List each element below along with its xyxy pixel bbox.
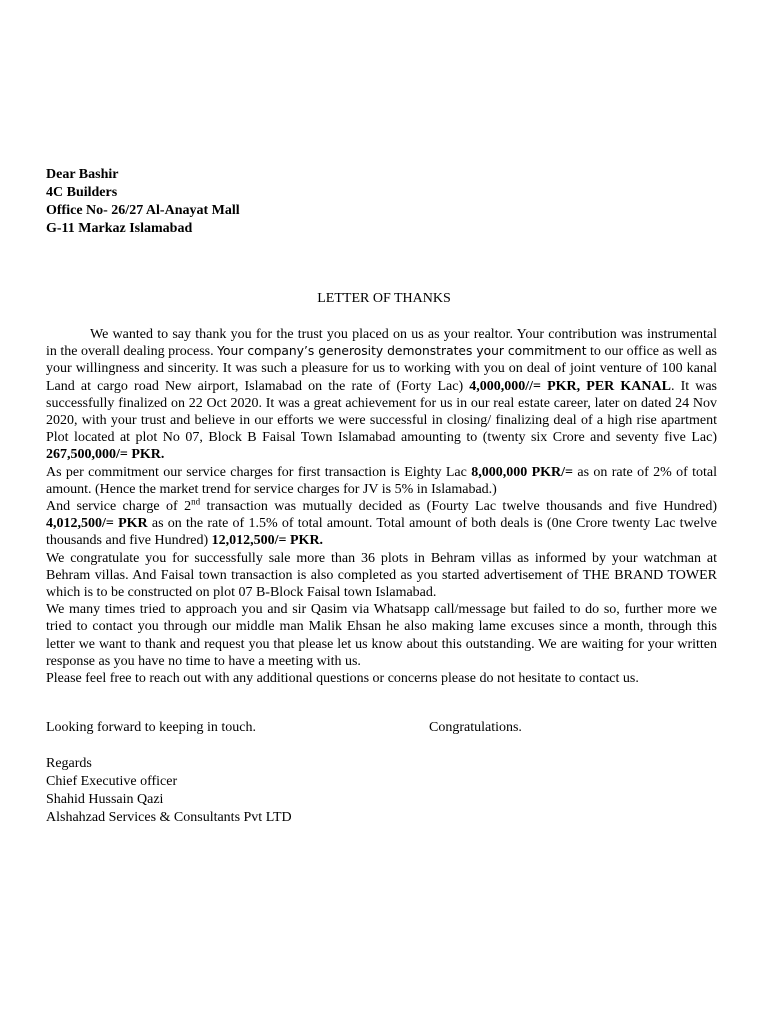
body-text-segment: as on the rate of 1.5% of total amount. Total amount of both deals is (0ne Crore twenty Lac twelve thousands and five Hundred)	[46, 516, 717, 549]
body-text-segment: As per commitment our service charges for first transaction is Eighty Lac	[46, 464, 472, 480]
body-paragraph-4: We congratulate you for successfully sale more than 36 plots in Behram villas as informed by your watchman at Behram villas. And Faisal town transaction is also completed as you started advertisement of THE BRAND TOWER which is to be constructed on plot 07 B-Block Faisal town Islamabad.	[46, 550, 717, 601]
body-paragraph-6: Please feel free to reach out with any additional questions or concerns please do not hesitate to contact us.	[46, 671, 639, 687]
body-text-segment: to our office as well as your willingness and sincerity. It was such a pleasure for us to working with you on deal of joint venture of 100 kanal Land at cargo road New airport, Islamabad on the rate of (Forty Lac)	[46, 344, 717, 394]
service-charge-amount: 8,000,000 PKR/=	[471, 464, 573, 480]
body-text-segment: as on rate of 2% of total amount. (Hence the market trend for service charges for JV is 5% in Islamabad.)	[46, 464, 717, 497]
ordinal-suffix: nd	[191, 496, 201, 507]
recipient-name: Dear Bashir	[46, 167, 119, 182]
signature-regards: Regards	[46, 756, 92, 771]
recipient-office: Office No- 26/27 Al-Anayat Mall	[46, 203, 240, 218]
body-text-segment-sans: Your company’s generosity demonstrates your commitment	[217, 344, 587, 359]
body-text-segment: transaction was mutually decided as (Fourty Lac twelve thousands and five Hundred)	[200, 499, 717, 515]
recipient-city: G-11 Markaz Islamabad	[46, 221, 193, 236]
recipient-address	[46, 166, 446, 238]
body-paragraph-1	[46, 326, 717, 464]
letter-title: LETTER OF THANKS	[317, 291, 451, 306]
signature-title: Chief Executive officer	[46, 774, 178, 789]
recipient-company: 4C Builders	[46, 185, 118, 200]
second-charge-amount: 4,012,500/= PKR	[46, 516, 148, 532]
body-paragraph-5: We many times tried to approach you and sir Qasim via Whatsapp call/message but failed to do so, further more we tried to contact you through our middle man Malik Ehsan he also making lame excuses since a month, through this letter we want to thank and request you that please let us know about this outstanding. We are waiting for your written response as you have no time to have a meeting with us.	[46, 602, 717, 669]
body-paragraph-3	[46, 498, 717, 550]
closing-left-text: Looking forward to keeping in touch.	[46, 720, 256, 735]
signature-name: Shahid Hussain Qazi	[46, 792, 164, 807]
closing-right-text: Congratulations.	[429, 720, 522, 735]
signature-block	[46, 755, 446, 827]
body-text-segment: We wanted to say thank you for the trust you placed on us as your realtor. Your contribution was instrumental in the overall dealing process.	[46, 327, 717, 360]
body-paragraph-2	[46, 464, 717, 498]
letter-body	[46, 326, 717, 687]
rate-amount: 4,000,000//= PKR, PER KANAL	[469, 378, 671, 394]
body-text-segment: And service charge of 2	[46, 499, 192, 515]
deal-amount: 267,500,000/= PKR.	[46, 447, 165, 463]
signature-company: Alshahzad Services & Consultants Pvt LTD	[46, 810, 292, 825]
total-amount: 12,012,500/= PKR.	[211, 533, 324, 549]
body-text-segment: . It was successfully finalized on 22 Oct 2020. It was a great achievement for us in our real estate career, later on dated 24 Nov 2020, with your trust and believe in our efforts we were successful in closing/ finalizing deal of a high rise apartment Plot located at plot No 07, Block B Faisal Town Islamabad amounting to (twenty six Crore and seventy five Lac)	[46, 378, 718, 446]
